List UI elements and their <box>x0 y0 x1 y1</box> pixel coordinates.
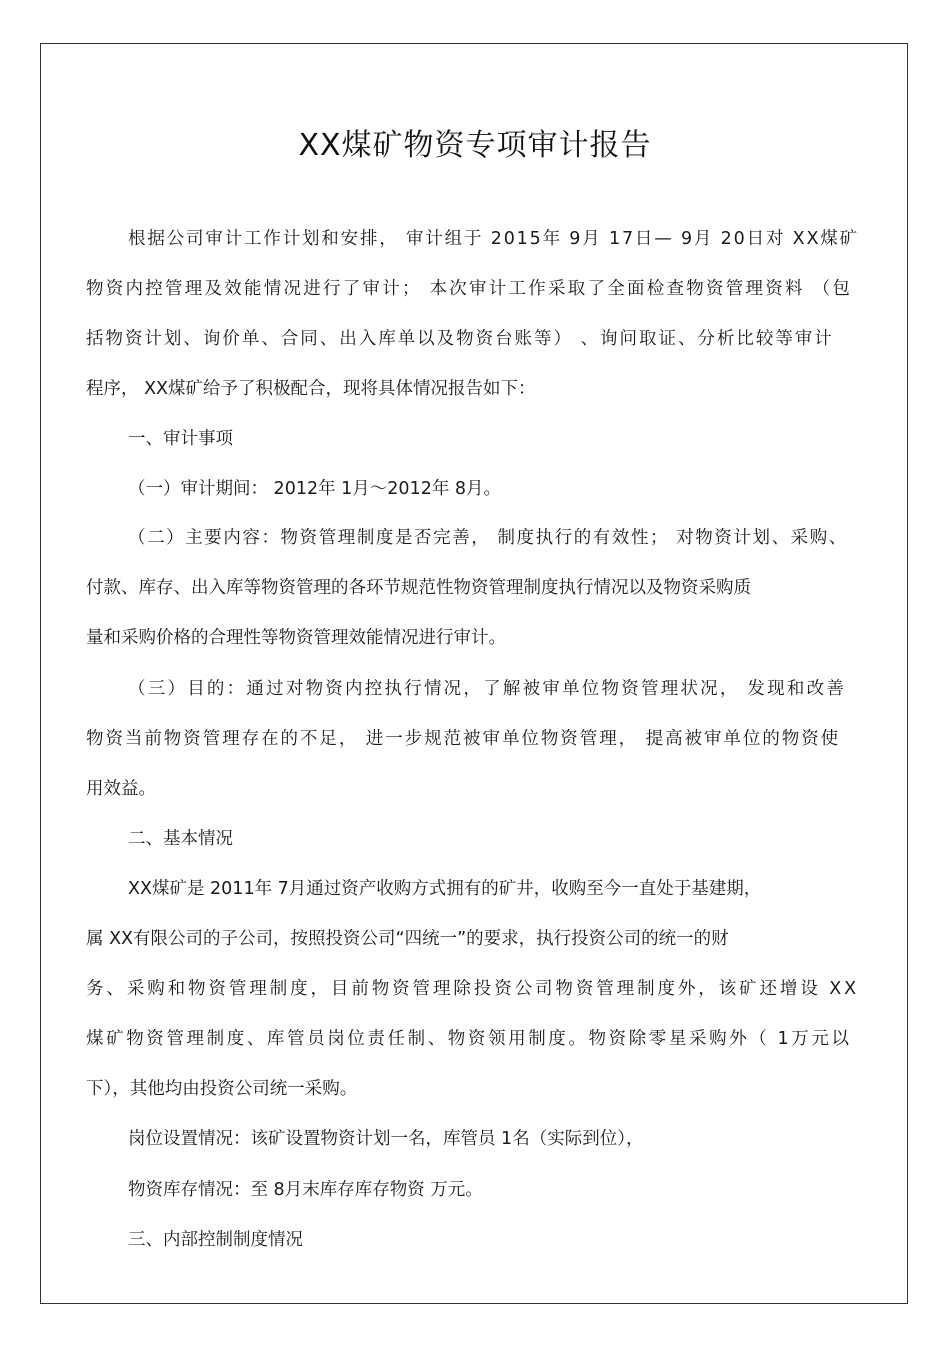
paragraph-line: 岗位设置情况：该矿设置物资计划一名，库管员 1名（实际到位）， <box>128 1129 644 1149</box>
paragraph-line: 物资内控管理及效能情况进行了审计； 本次审计工作采取了全面检查物资管理资料 （包 <box>86 279 853 299</box>
paragraph-line: 属 XX有限公司的子公司，按照投资公司“四统一”的要求，执行投资公司的统一的财 <box>86 929 729 949</box>
paragraph-line: 务、采购和物资管理制度，目前物资管理除投资公司物资管理制度外，该矿还增设 XX <box>86 979 860 999</box>
document-title: XX煤矿物资专项审计报告 <box>298 128 652 163</box>
paragraph-line: 括物资计划、询价单、合同、出入库单以及物资台账等） 、询问取证、分析比较等审计 <box>86 329 834 349</box>
paragraph-line: 根据公司审计工作计划和安排， 审计组于 2015年 9月 17日— 9月 20日对 XX煤矿 <box>128 229 859 249</box>
paragraph-line: 用效益。 <box>86 779 156 799</box>
paragraph-line: 量和采购价格的合理性等物资管理效能情况进行审计。 <box>86 628 506 648</box>
paragraph-line: 程序， XX煤矿给予了积极配合，现将具体情况报告如下： <box>86 379 536 399</box>
paragraph-line: 下），其他均由投资公司统一采购。 <box>86 1079 358 1099</box>
paragraph-line: （二）主要内容：物资管理制度是否完善， 制度执行的有效性； 对物资计划、采购、 <box>128 528 848 548</box>
paragraph-line: （一）审计期间： 2012年 1月～2012年 8月。 <box>128 479 502 499</box>
paragraph-line: 一、审计事项 <box>128 429 233 449</box>
paragraph-line: 付款、库存、出入库等物资管理的各环节规范性物资管理制度执行情况以及物资采购质 <box>86 578 751 598</box>
paragraph-line: 三、内部控制制度情况 <box>128 1230 303 1250</box>
paragraph-line: XX煤矿是 2011年 7月通过资产收购方式拥有的矿井，收购至今一直处于基建期， <box>128 879 762 899</box>
paragraph-line: 二、基本情况 <box>128 829 233 849</box>
paragraph-line: 煤矿物资管理制度、库管员岗位责任制、物资领用制度。物资除零星采购外（ 1万元以 <box>86 1029 852 1049</box>
paragraph-line: 物资当前物资管理存在的不足， 进一步规范被审单位物资管理， 提高被审单位的物资使 <box>86 729 841 749</box>
paragraph-line: 物资库存情况：至 8月末库存库存物资 万元。 <box>128 1180 483 1200</box>
paragraph-line: （三）目的：通过对物资内控执行情况，了解被审单位物资管理状况， 发现和改善 <box>128 679 847 699</box>
